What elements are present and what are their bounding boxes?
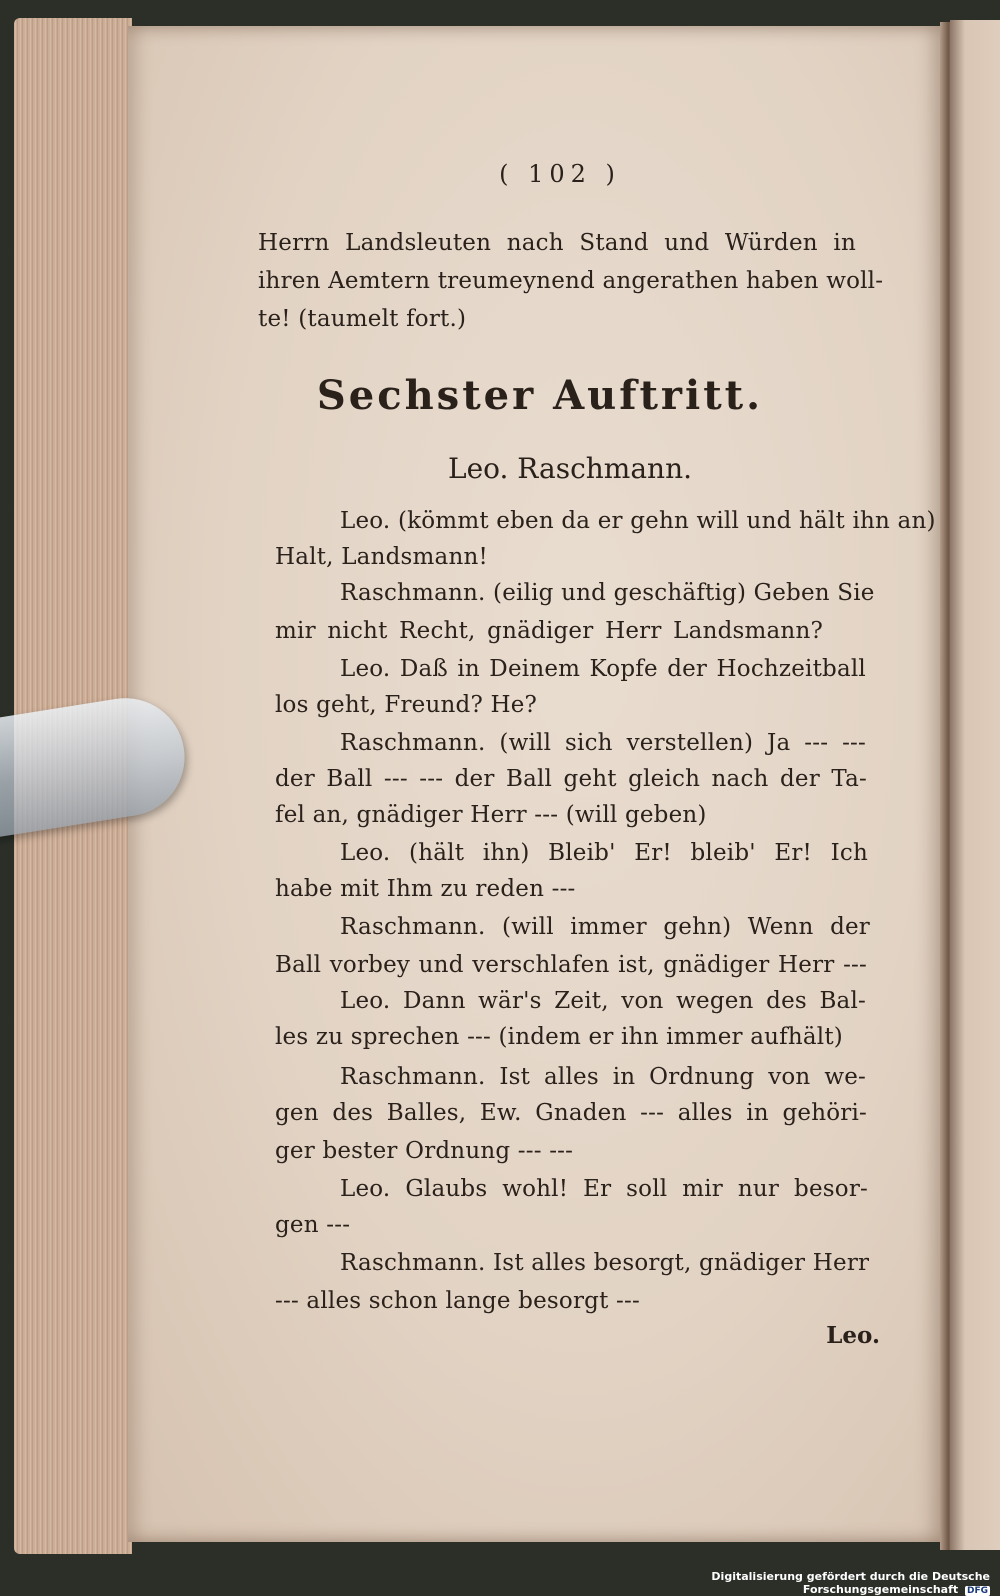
catchword: Leo. — [826, 1322, 880, 1349]
text-line: gen --- — [275, 1212, 351, 1238]
text-line: habe mit Ihm zu reden --- — [275, 876, 576, 902]
text-line: Ball vorbey und verschlafen ist, gnädiger Herr --- — [275, 952, 867, 978]
text-line: ihren Aemtern treumeynend angerathen haben woll- — [258, 268, 884, 294]
cast-list: Leo. Raschmann. — [447, 452, 693, 485]
digitization-credit — [560, 1570, 990, 1596]
text-line: les zu sprechen --- (indem er ihn immer aufhält) — [275, 1024, 843, 1050]
text-line: Leo. Dann wär's Zeit, von wegen des Bal- — [340, 988, 866, 1014]
scene-heading: Sechster Auftritt. — [316, 372, 764, 419]
text-line: Raschmann. (eilig und geschäftig) Geben Sie — [340, 580, 875, 606]
text-line: Raschmann. (will sich verstellen) Ja --- --- — [340, 730, 866, 756]
text-line: Halt, Landsmann! — [275, 544, 488, 570]
text-line: Raschmann. Ist alles in Ordnung von we- — [340, 1064, 866, 1090]
text-line: Raschmann. Ist alles besorgt, gnädiger Herr — [340, 1250, 870, 1276]
text-line: fel an, gnädiger Herr --- (will geben) — [275, 802, 707, 828]
text-line: Leo. (kömmt eben da er gehn will und hält ihn an) — [340, 508, 936, 534]
dfg-logo: DFG — [966, 1586, 988, 1596]
text-line: Leo. Daß in Deinem Kopfe der Hochzeitball — [340, 656, 866, 682]
text-line: ger bester Ordnung --- --- — [275, 1138, 574, 1164]
text-line: Raschmann. (will immer gehn) Wenn der — [340, 914, 870, 940]
credit-text: Digitalisierung gefördert durch die Deutsche Forschungsgemeinschaft — [711, 1570, 990, 1596]
text-line: Leo. Glaubs wohl! Er soll mir nur besor- — [340, 1176, 868, 1202]
text-line: Leo. (hält ihn) Bleib' Er! bleib' Er! Ich — [340, 840, 868, 866]
text-line: der Ball --- --- der Ball geht gleich nach der Ta- — [275, 766, 867, 792]
text-line: te! (taumelt fort.) — [258, 306, 467, 332]
text-line: gen des Balles, Ew. Gnaden --- alles in gehöri- — [275, 1100, 867, 1126]
text-line: los geht, Freund? He? — [275, 692, 538, 718]
page-number: ( 102 ) — [499, 160, 621, 188]
text-line: --- alles schon lange besorgt --- — [275, 1288, 640, 1314]
text-line: mir nicht Recht, gnädiger Herr Landsmann? — [275, 618, 823, 644]
facing-page-edge — [950, 20, 1000, 1550]
text-line: Herrn Landsleuten nach Stand und Würden in — [258, 230, 856, 256]
